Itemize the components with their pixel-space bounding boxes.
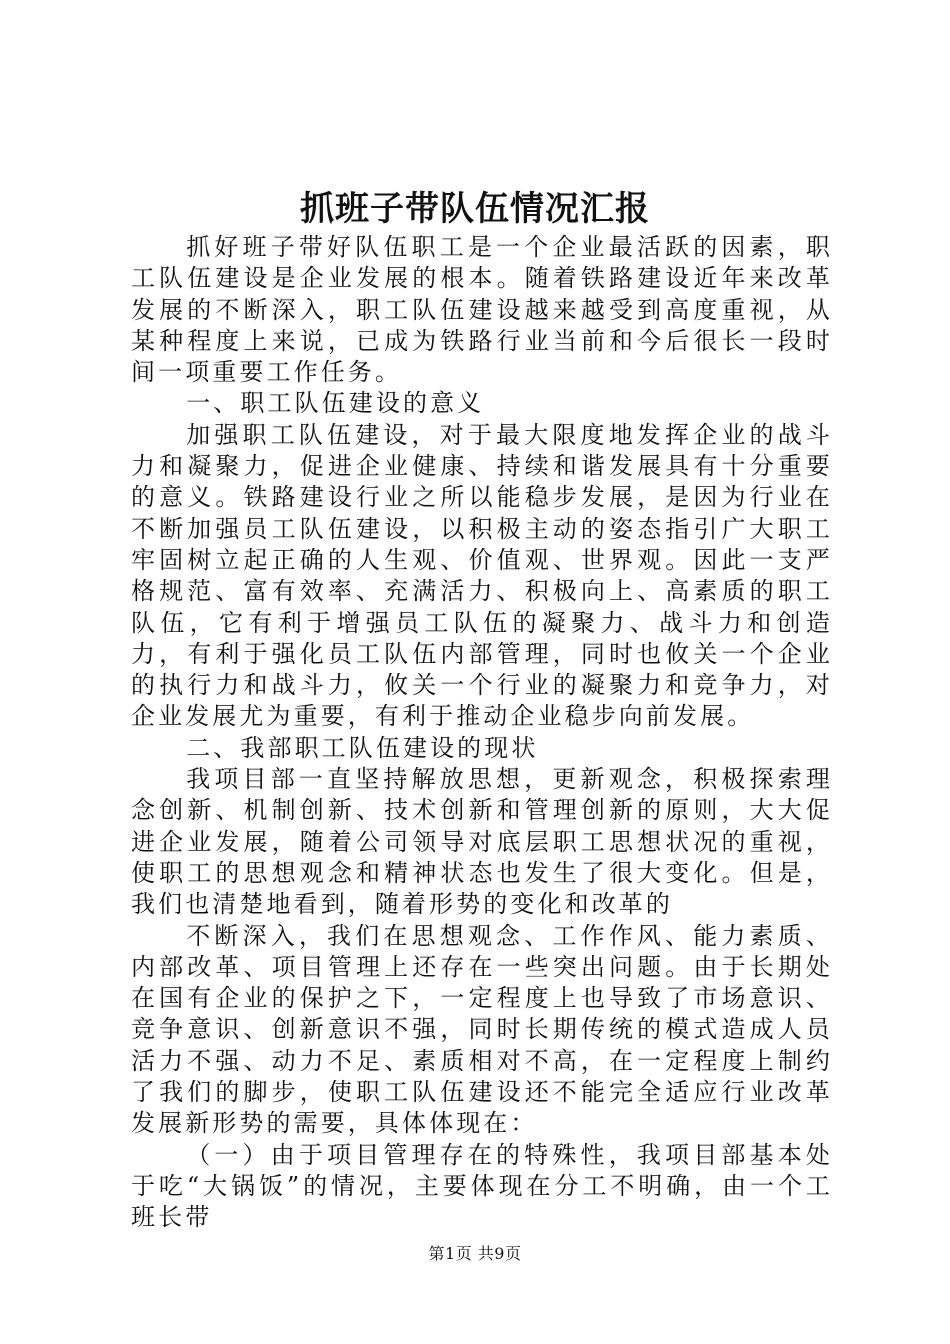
page-number-footer: 第1页 共9页	[428, 1244, 522, 1263]
intro-paragraph: 抓好班子带好队伍职工是一个企业最活跃的因素，职工队伍建设是企业发展的根本。随着铁路建设近年来改革发展的不断深入，职工队伍建设越来越受到高度重视，从某种程度上来说，已成为铁路行业当前和今后很长一段时间一项重要工作任务。	[131, 233, 833, 387]
section-heading-significance: 一、职工队伍建设的意义	[186, 389, 485, 418]
status-paragraph: 我项目部一直坚持解放思想，更新观念，积极探索理念创新、机制创新、技术创新和管理创新的原则，大大促进企业发展，随着公司领导对底层职工思想状况的重视，使职工的思想观念和精神状态也发生了很大变化。但是，我们也清楚地看到，随着形势的变化和改革的	[131, 765, 833, 919]
document-body	[131, 232, 833, 1234]
section-heading-status: 二、我部职工队伍建设的现状	[186, 733, 539, 762]
problem-item-1: （一）由于项目管理存在的特殊性，我项目部基本处于吃“大锅饭”的情况，主要体现在分工不明确，由一个工班长带	[131, 1140, 833, 1232]
problems-paragraph: 不断深入，我们在思想观念、工作作风、能力素质、内部改革、项目管理上还存在一些突出问题。由于长期处在国有企业的保护之下，一定程度上也导致了市场意识、竞争意识、创新意识不强，同时长期传统的模式造成人员活力不强、动力不足、素质相对不高，在一定程度上制约了我们的脚步，使职工队伍建设还不能完全适应行业改革发展新形势的需要，具体体现在：	[131, 921, 833, 1138]
document-title: 抓班子带队伍情况汇报	[300, 189, 650, 229]
significance-paragraph: 加强职工队伍建设，对于最大限度地发挥企业的战斗力和凝聚力，促进企业健康、持续和谐发展具有十分重要的意义。铁路建设行业之所以能稳步发展，是因为行业在不断加强员工队伍建设，以积极主动的姿态指引广大职工牢固树立起正确的人生观、价值观、世界观。因此一支严格规范、富有效率、充满活力、积极向上、高素质的职工队伍，它有利于增强员工队伍的凝聚力、战斗力和创造力，有利于强化员工队伍内部管理，同时也攸关一个企业的执行力和战斗力，攸关一个行业的凝聚力和竞争力，对企业发展尤为重要，有利于推动企业稳步向前发展。	[131, 420, 833, 731]
